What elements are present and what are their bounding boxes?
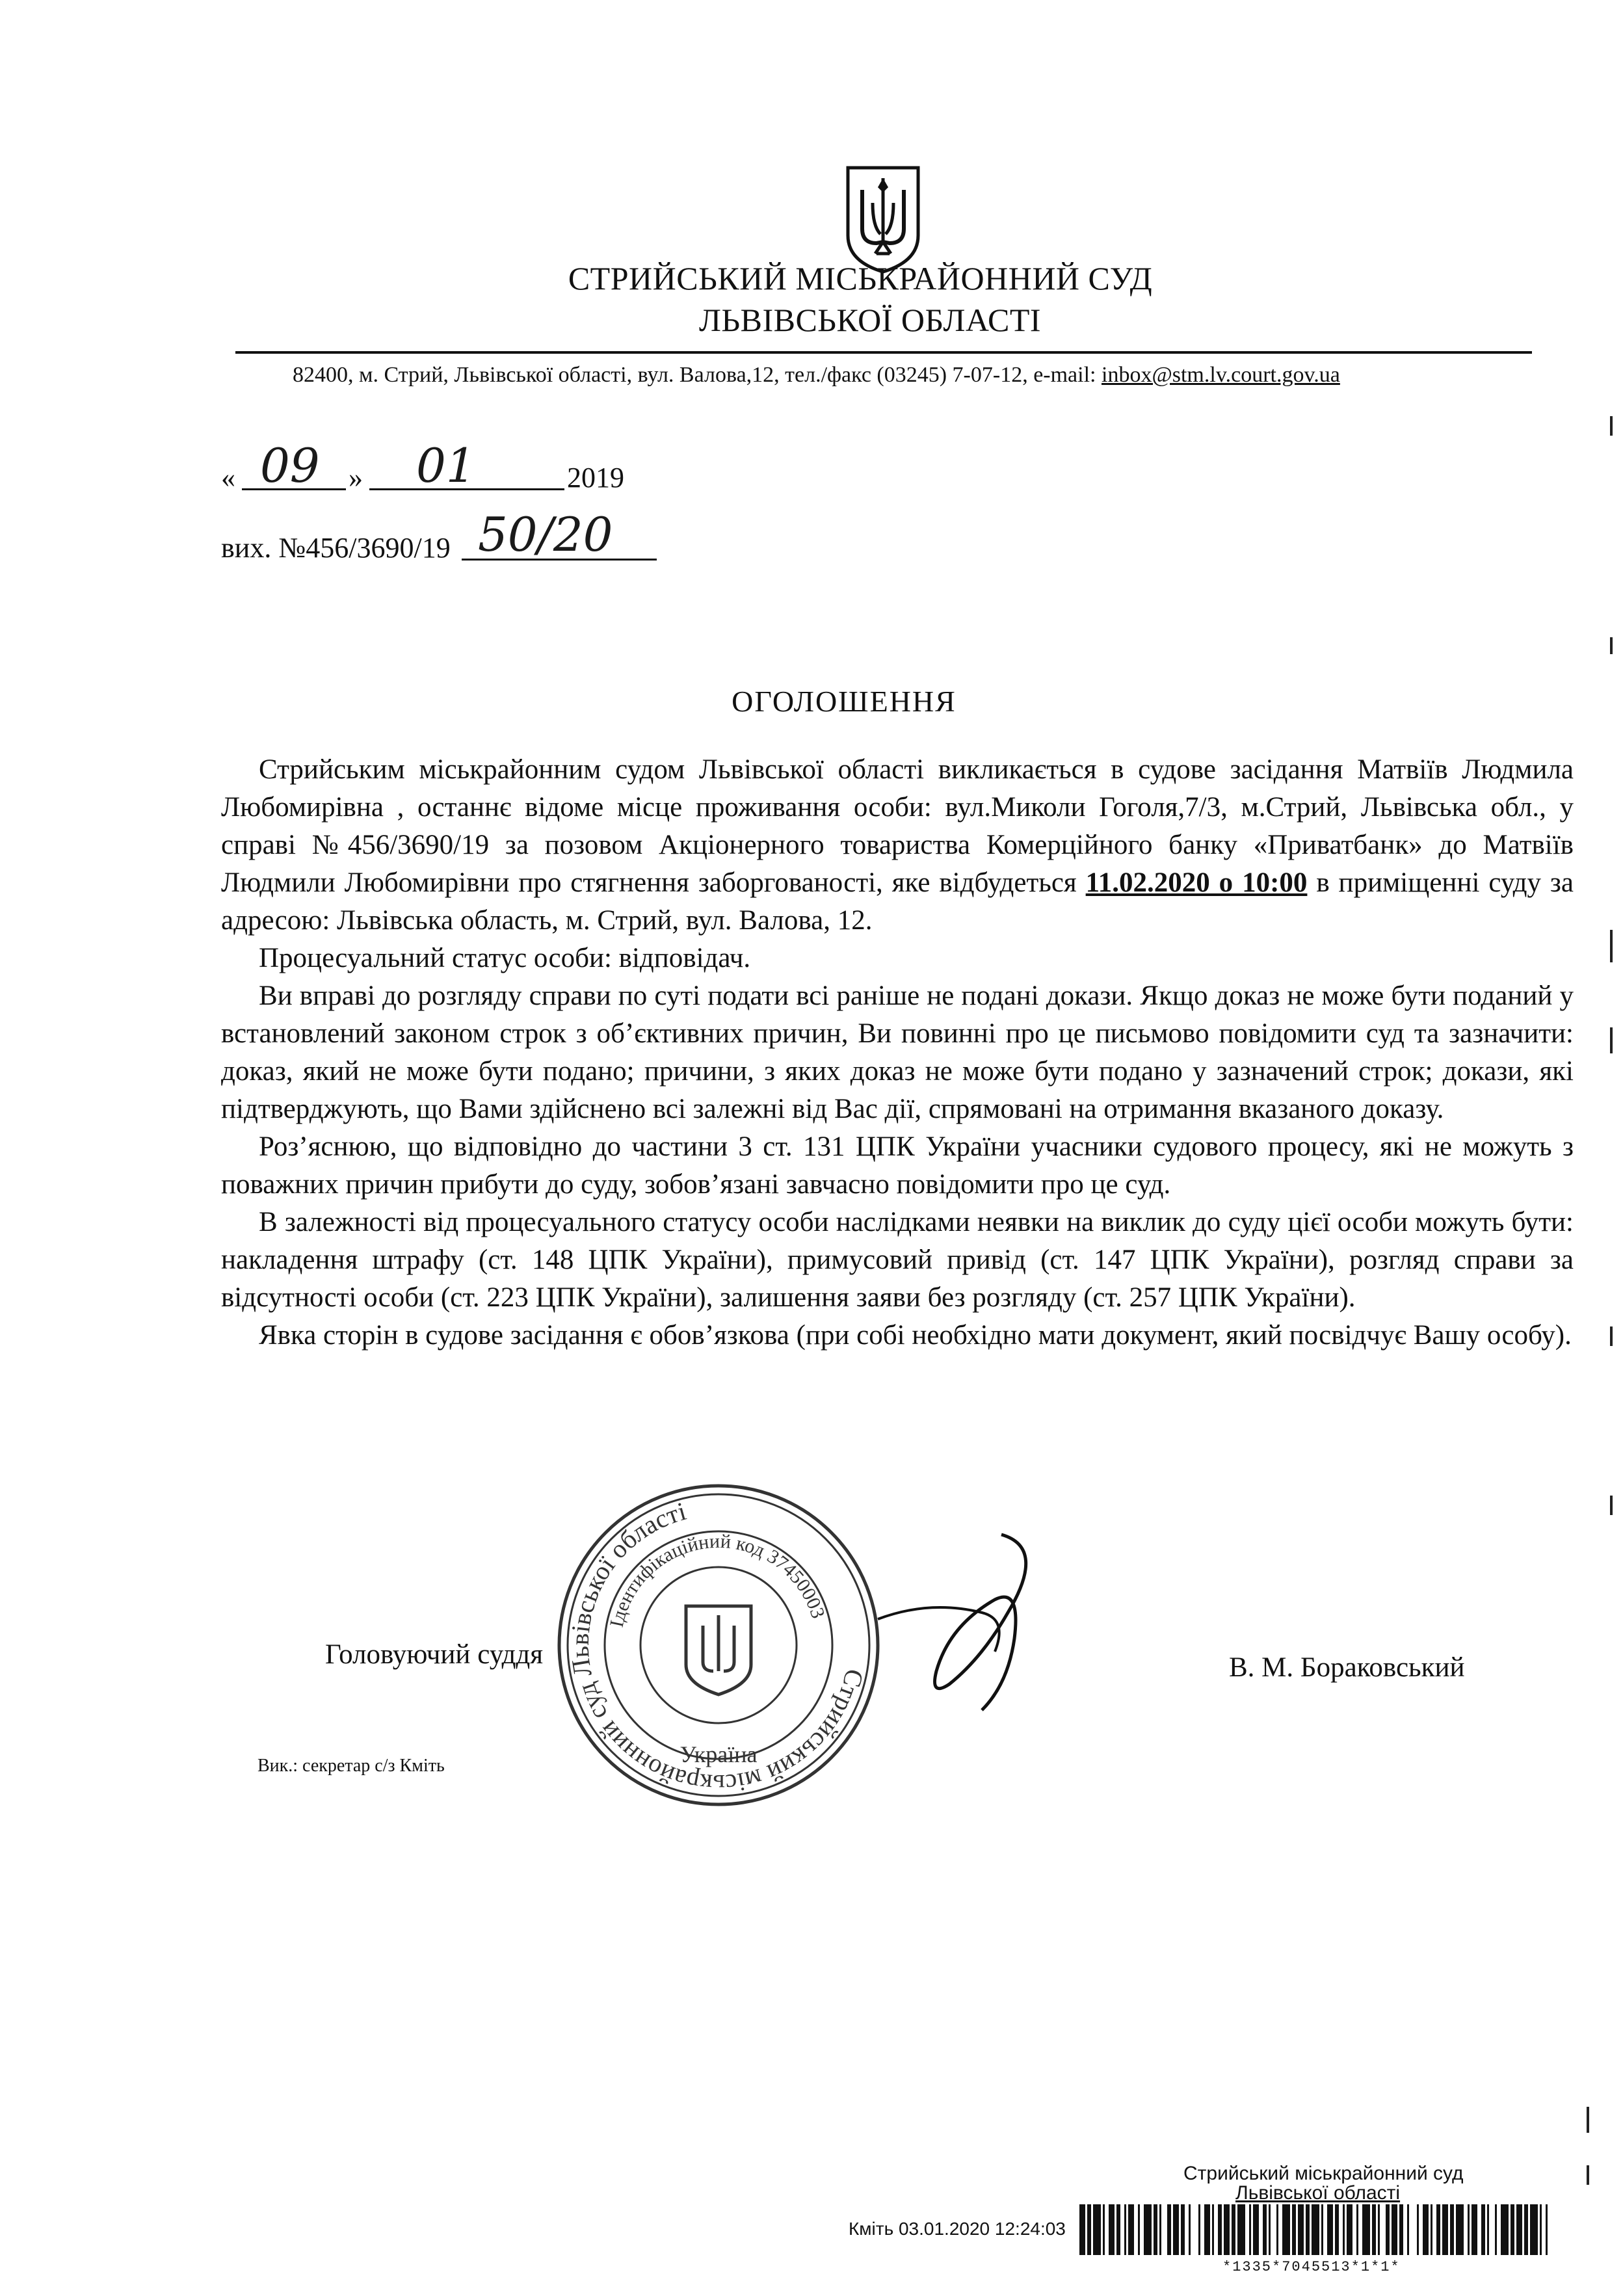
paragraph-summons [221, 751, 1574, 940]
date-year: 2019 [567, 462, 624, 494]
header-divider [235, 351, 1532, 354]
document-title: ОГОЛОШЕННЯ [732, 685, 957, 718]
paragraph-notice: Роз’яснюю, що відповідно до частини 3 ст. 131 ЦПК України учасники судового процесу, які не можуть з поважних причин прибути до суду, зобов’язані завчасно повідомити про це суд. [221, 1131, 1574, 1200]
seal-text-bottom: Україна [680, 1741, 758, 1767]
outgoing-prefix: вих. №456/3690/19 [221, 532, 451, 564]
seal-text-outer: Стрийський міськрайонний суд Львівської області [564, 1496, 870, 1799]
court-name-line1: СТРИЙСЬКИЙ МІСЬКРАЙОННИЙ СУД [568, 260, 1153, 297]
barcode-icon [1079, 2204, 1548, 2255]
scan-edge-mark [1610, 416, 1613, 436]
address-text: 82400, м. Стрий, Львівської області, вул. Валова,12, тел./факс (03245) 7-07-12, e-mail: [293, 363, 1102, 387]
paragraph-attendance: Явка сторін в судове засідання є обов’язкова (при собі необхідно мати документ, який посвідчує Вашу особу). [259, 1320, 1572, 1351]
date-month-handwritten: 01 [416, 438, 476, 493]
registration-stamp: Кміть 03.01.2020 12:24:03 [849, 2219, 1066, 2239]
scan-edge-mark [1610, 1027, 1613, 1053]
outgoing-number [221, 507, 676, 564]
registration-court-line2: Львівської області [1235, 2182, 1401, 2204]
email-link[interactable]: inbox@stm.lv.court.gov.ua [1102, 363, 1340, 387]
date-close-quote: » [349, 462, 363, 494]
court-name-line2: ЛЬВІВСЬКОЇ ОБЛАСТІ [698, 302, 1042, 338]
presiding-judge-label: Головуючий суддя [325, 1639, 544, 1670]
scan-edge-mark [1610, 637, 1613, 654]
barcode-number: *1335*7045513*1*1* [1222, 2259, 1401, 2275]
judge-signature [852, 1522, 1060, 1717]
summons-location: в приміщенні суду за адресою: Львівська область, м. Стрий, вул. Валова, 12. [221, 867, 1574, 936]
court-seal-stamp [549, 1476, 888, 1814]
seal-text-inner: Ідентифікаційний код 37450003 [605, 1530, 829, 1630]
date-open-quote: « [221, 462, 235, 494]
scan-edge-mark [1610, 1326, 1613, 1346]
scan-edge-mark [1587, 2107, 1589, 2133]
date-day-handwritten: 09 [260, 438, 320, 493]
scan-edge-mark [1610, 930, 1613, 962]
registration-court-line1: Стрийський міськрайонний суд [1183, 2163, 1464, 2184]
paragraph-evidence: Ви вправі до розгляду справи по суті подати всі раніше не подані докази. Якщо доказ не може бути поданий у встановлений законом строк з об’єктивних причин, Ви повинні про це письмово повідомити суд та зазначити: доказ, який не може бути подано; причини, з яких доказ не може бути подано у зазначений строк; докази, які підтверджують, що Вами здійснено всі залежні від Вас дії, спрямовані на отримання вказаного доказу. [221, 981, 1574, 1124]
announcement-body [221, 751, 1574, 1354]
paragraph-consequences: В залежності від процесуального статусу особи наслідками неявки на виклик до суду цієї особи можуть бути: накладення штрафу (ст. 148 ЦПК України), примусовий привід (ст. 147 ЦПК України), розгляд справи за відсутності особи (ст. 223 ЦПК України), залишення заяви без розгляду (ст. 257 ЦПК України). [221, 1207, 1574, 1313]
paragraph-status: Процесуальний статус особи: відповідач. [259, 943, 751, 973]
hearing-datetime: 11.02.2020 о 10:00 [1085, 867, 1308, 898]
trident-emblem-icon [843, 164, 923, 274]
document-date [221, 438, 676, 494]
summons-text: Стрийським міськрайонним судом Львівської області викликається в судове засідання Матвіїв Людмила Любомирівна , останнє відоме місце проживання особи: вул.Миколи Гоголя,7/3, м.Стрий, Львівська обл., у справі №456/3690/19 за позовом Акціонерного товариства Комерційного банку «Приватбанк» до Матвіїв Людмили Любомирівни про стягнення заборгованості, яке відбудеться [221, 754, 1574, 898]
judge-name: В. М. Бораковський [1229, 1652, 1465, 1683]
scan-edge-mark [1587, 2165, 1589, 2185]
executor-note: Вик.: секретар с/з Кміть [257, 1756, 445, 1776]
scan-edge-mark [1610, 1496, 1613, 1515]
court-address [293, 362, 1561, 389]
outgoing-number-handwritten: 50/20 [478, 507, 613, 562]
